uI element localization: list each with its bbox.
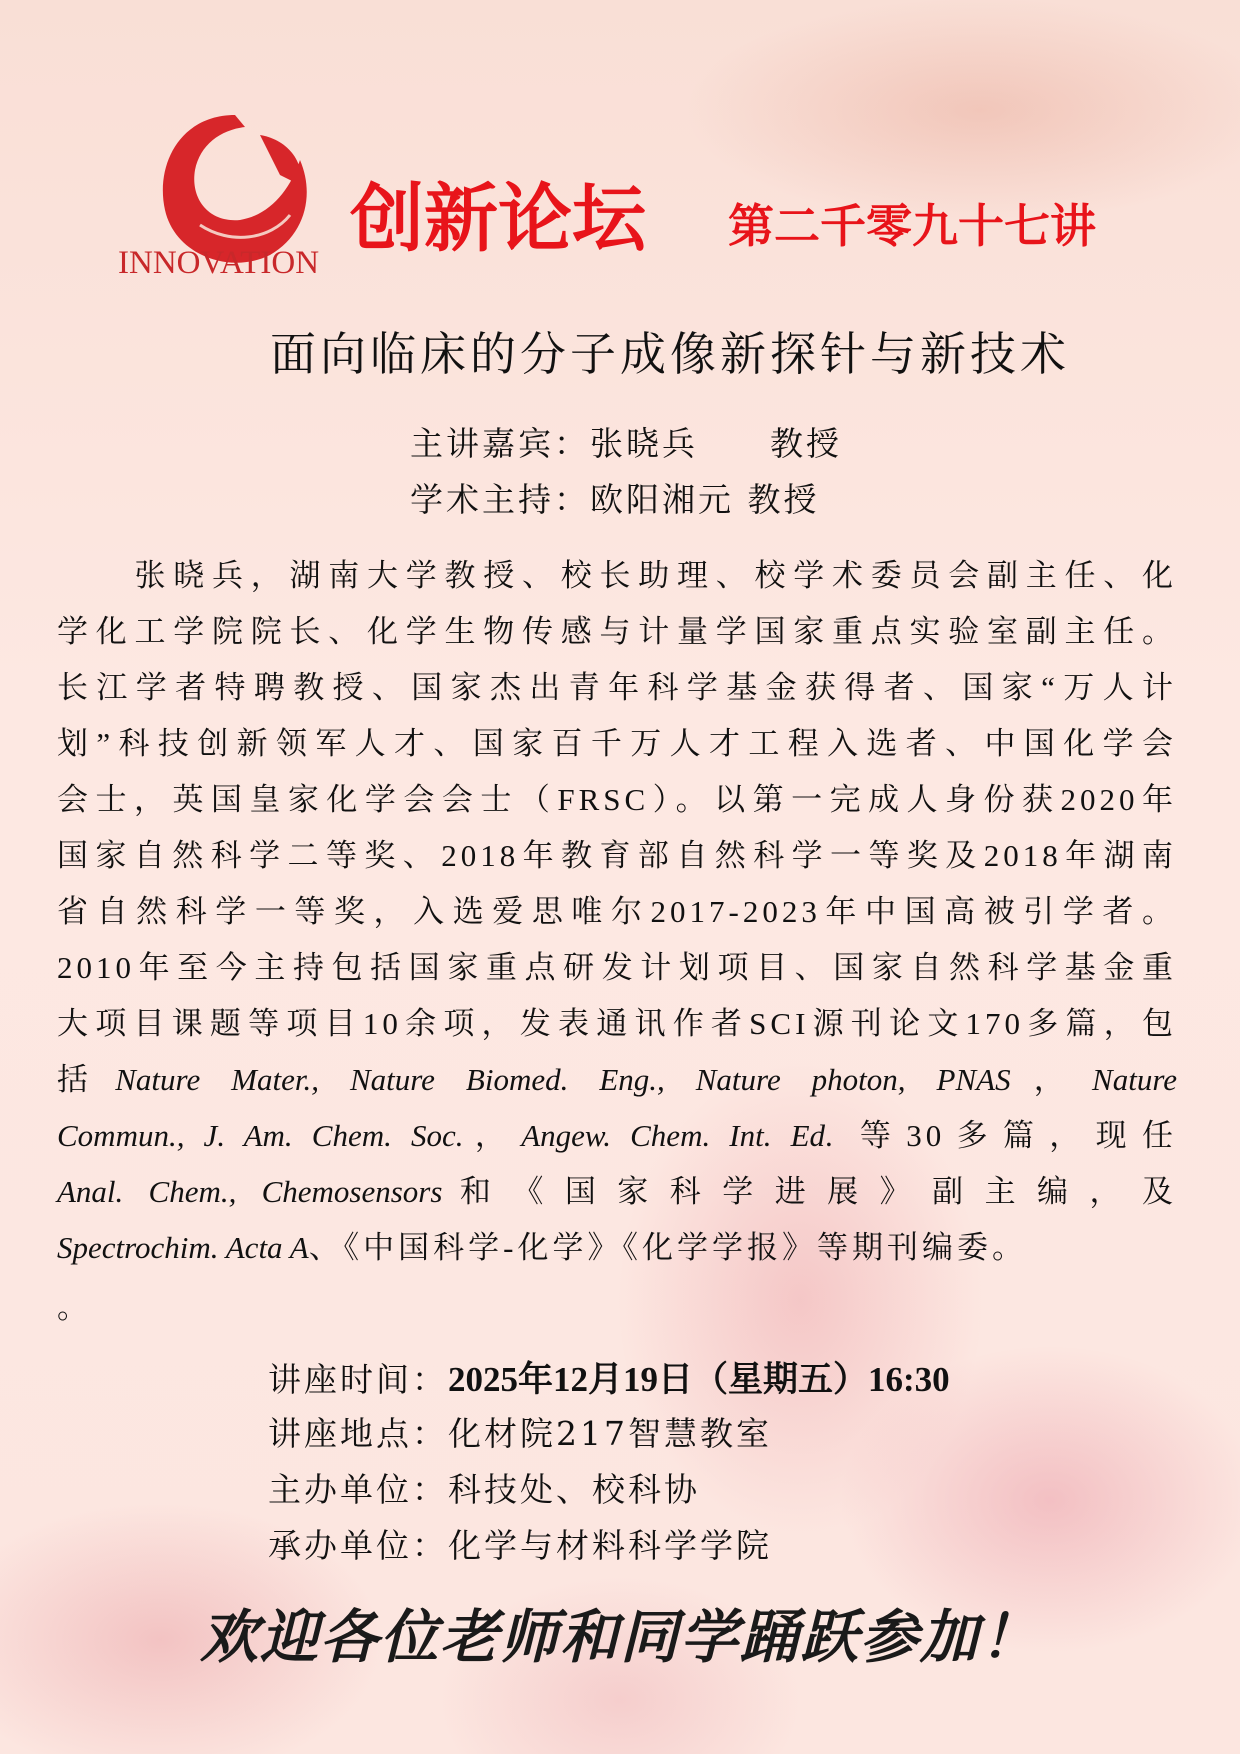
bio-text: 会士，英国皇家化学会会士（FRSC）。以第一完成人身份获2020年 <box>57 782 1177 817</box>
bio-line <box>57 772 1177 828</box>
info-organizer <box>268 1464 700 1511</box>
bio-line <box>57 940 1177 996</box>
bio-text: ， <box>463 1118 522 1153</box>
bio-text: 、《中国科学-化学》《化学学报》等期刊编委。 <box>308 1230 1028 1265</box>
speaker-line: 主讲嘉宾：张晓兵 教授 <box>410 424 842 463</box>
bio-journal-text: Nature <box>1092 1062 1177 1097</box>
speaker-bio <box>57 548 1177 1336</box>
host-unit-value: 化学与材料科学学院 <box>448 1526 772 1565</box>
bio-journal-text: Angew. Chem. Int. Ed <box>521 1118 826 1153</box>
place-label: 讲座地点： <box>268 1414 448 1453</box>
bio-text: 国家自然科学二等奖、2018年教育部自然科学一等奖及2018年湖南 <box>57 838 1177 873</box>
bio-line <box>57 660 1177 716</box>
bio-text: 张晓兵，湖南大学教授、校长助理、校学术委员会副主任、化 <box>57 558 1177 593</box>
bio-text: 长江学者特聘教授、国家杰出青年科学基金获得者、国家“万人计 <box>57 670 1177 705</box>
bio-journal-text: Nature Mater., Nature Biomed. Eng., Nature photon, PNAS <box>115 1062 1011 1097</box>
bio-text: ， <box>1010 1062 1093 1097</box>
bio-text: 2010年至今主持包括国家重点研发计划项目、国家自然科学基金重 <box>57 950 1177 985</box>
bio-text: 和《国家科学进展》副主编，及 <box>442 1174 1177 1209</box>
bio-text: 括 <box>57 1062 116 1097</box>
host-line: 学术主持：欧阳湘元 教授 <box>410 480 820 519</box>
bio-text: 学化工学院院长、化学生物传感与计量学国家重点实验室副主任。 <box>57 614 1177 649</box>
bio-text: 。 <box>57 1290 92 1325</box>
info-host-unit <box>268 1520 772 1567</box>
host-unit-label: 承办单位： <box>268 1526 448 1565</box>
organizer-label: 主办单位： <box>268 1470 448 1509</box>
bio-line <box>57 716 1177 772</box>
info-place <box>268 1408 772 1455</box>
bio-text: . 等30多篇，现任 <box>825 1118 1178 1153</box>
bio-line <box>57 884 1177 940</box>
welcome-banner: 欢迎各位老师和同学踊跃参加！ <box>199 1603 1040 1671</box>
bio-line <box>57 1052 1177 1108</box>
bio-journal-text: Anal. Chem., Chemosensors <box>57 1174 443 1209</box>
info-time <box>268 1352 950 1402</box>
bio-line <box>57 1108 1177 1164</box>
lecture-number: 第二千零九十七讲 <box>728 199 1096 253</box>
place-value: 化材院217智慧教室 <box>448 1414 772 1453</box>
bio-line <box>57 828 1177 884</box>
organizer-value: 科技处、校科协 <box>448 1470 700 1509</box>
bio-line <box>57 604 1177 660</box>
time-label: 讲座时间： <box>268 1360 448 1399</box>
bio-line <box>57 996 1177 1052</box>
bio-line <box>57 1220 1177 1276</box>
bio-text: 划”科技创新领军人才、国家百千万人才工程入选者、中国化学会 <box>57 726 1177 761</box>
bio-line <box>57 1280 1177 1336</box>
bio-text: 省自然科学一等奖，入选爱思唯尔2017-2023年中国高被引学者。 <box>57 894 1177 929</box>
bio-journal-text: Commun., J. Am. Chem. Soc. <box>57 1118 464 1153</box>
forum-title: 创新论坛 <box>350 176 646 262</box>
bio-line <box>57 548 1177 604</box>
bio-line <box>57 1164 1177 1220</box>
logo-text: INNOVATION <box>118 245 320 281</box>
time-value: 2025年12月19日（星期五）16:30 <box>448 1360 950 1399</box>
bio-text: 大项目课题等项目10余项，发表通讯作者SCI源刊论文170多篇，包 <box>57 1006 1177 1041</box>
talk-title: 面向临床的分子成像新探针与新技术 <box>270 327 1070 381</box>
bio-journal-text: Spectrochim. Acta A <box>57 1230 309 1265</box>
